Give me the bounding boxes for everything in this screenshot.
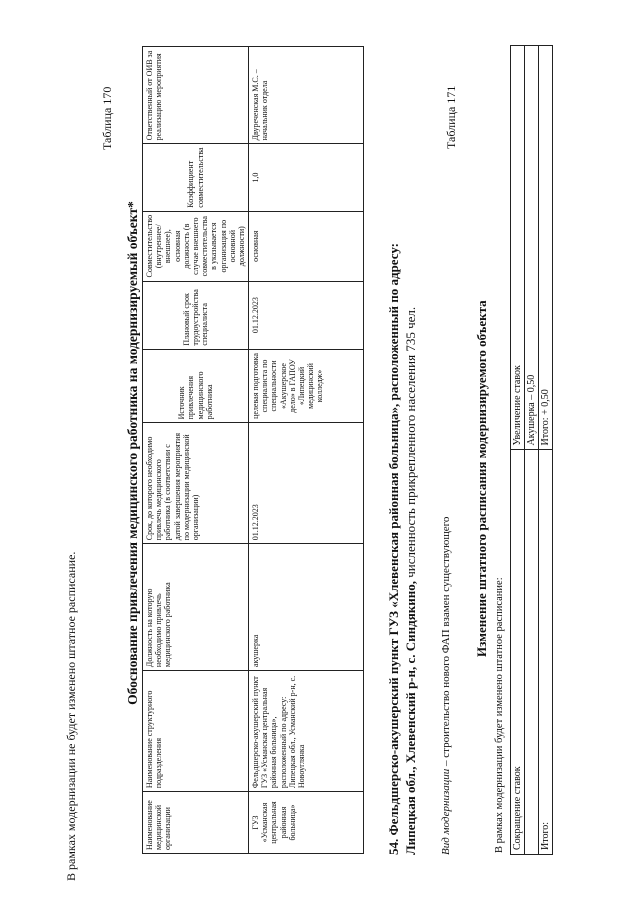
modernization-type-text: – строительство нового ФАП взамен существующего (440, 516, 452, 769)
modernization-type-label: Вид модернизации (440, 768, 452, 855)
table-cell: ГУЗ «Усманская центральная районная больница» (249, 792, 364, 854)
table-170 (142, 46, 364, 854)
header-cell: Наименование структурного подразделения (143, 671, 249, 792)
header-cell: Должность на которую необходимо привлечь медицинского работника (143, 544, 249, 671)
table-170-title: Обоснование привлечения медицинского работника на модернизируемый объект* (125, 201, 140, 705)
decrease-total: Итого: (539, 450, 553, 855)
header-cell: Ответственный от ОИВ за реализацию мероприятия (143, 47, 249, 144)
table-171-label: Таблица 171 (444, 85, 458, 149)
table-row (511, 46, 525, 855)
table-171-intro: В рамках модернизации будет изменено штатное расписание: (494, 577, 505, 853)
header-cell: Срок, до которого необходимо привлечь медицинского работника (в соответствии с датой завершения мероприятия по модернизации медицинской организации) (143, 423, 249, 544)
header-cell: Источник привлечения медицинского работника (143, 349, 249, 423)
increase-header: Увеличение ставок (511, 46, 525, 451)
section-54-address: Липецкая обл., Хлевенский р-н, с. Синдякино, (403, 581, 418, 855)
table-cell: основная (249, 211, 364, 281)
header-cell: Наименование медицинской организации (143, 792, 249, 854)
table-cell: 01.12.2023 (249, 423, 364, 544)
table-cell: Двуреченская М.С. – начальник отдела (249, 47, 364, 144)
header-cell: Коэффициент совместительства (143, 144, 249, 211)
table-row (539, 46, 553, 855)
increase-total: Итого: + 0,50 (539, 46, 553, 451)
table-cell: Фельдшерско-акушерский пункт ГУЗ «Усманская центральная районная больница», расположенный по адресу: Липецкая обл., Усманский р-н, с. Новоуглянка (249, 671, 364, 792)
section-54-address-line (403, 307, 419, 855)
table-170-label: Таблица 170 (100, 86, 114, 150)
table-row (249, 47, 364, 854)
table-cell: 1,0 (249, 144, 364, 211)
intro-line: В рамках модернизации не будет изменено штатное расписание. (64, 551, 78, 881)
header-cell: Совместительство (внутреннее/внешнее), основная должность (в случае внешнего совместительства в указывается организация по основной должности) (143, 211, 249, 281)
table-170-header-row (143, 47, 249, 854)
table-cell: акушерка (249, 544, 364, 671)
decrease-header: Сокращение ставок (511, 450, 525, 855)
table-171 (510, 45, 553, 855)
rotated-document-content (22, 13, 640, 893)
section-54-population: численность прикрепленного населения 735 чел. (403, 306, 418, 582)
table-171-title: Изменение штатного расписания модернизируемого объекта (474, 300, 489, 657)
increase-item: Акушерка – 0,50 (525, 46, 539, 451)
decrease-item (525, 450, 539, 855)
section-54-heading: 54. Фельдшерско-акушерский пункт ГУЗ «Хлевенская районная больница», расположенный по адресу: (386, 243, 401, 855)
table-cell: целевая подготовка специалиста по специальности «Акушерское дело» в ГАПОУ «Липецкий медицинский колледж» (249, 349, 364, 423)
header-cell: Плановый срок трудоустройства специалиста (143, 281, 249, 349)
table-cell: 01.12.2023 (249, 281, 364, 349)
modernization-type-line (440, 517, 452, 855)
table-row (525, 46, 539, 855)
